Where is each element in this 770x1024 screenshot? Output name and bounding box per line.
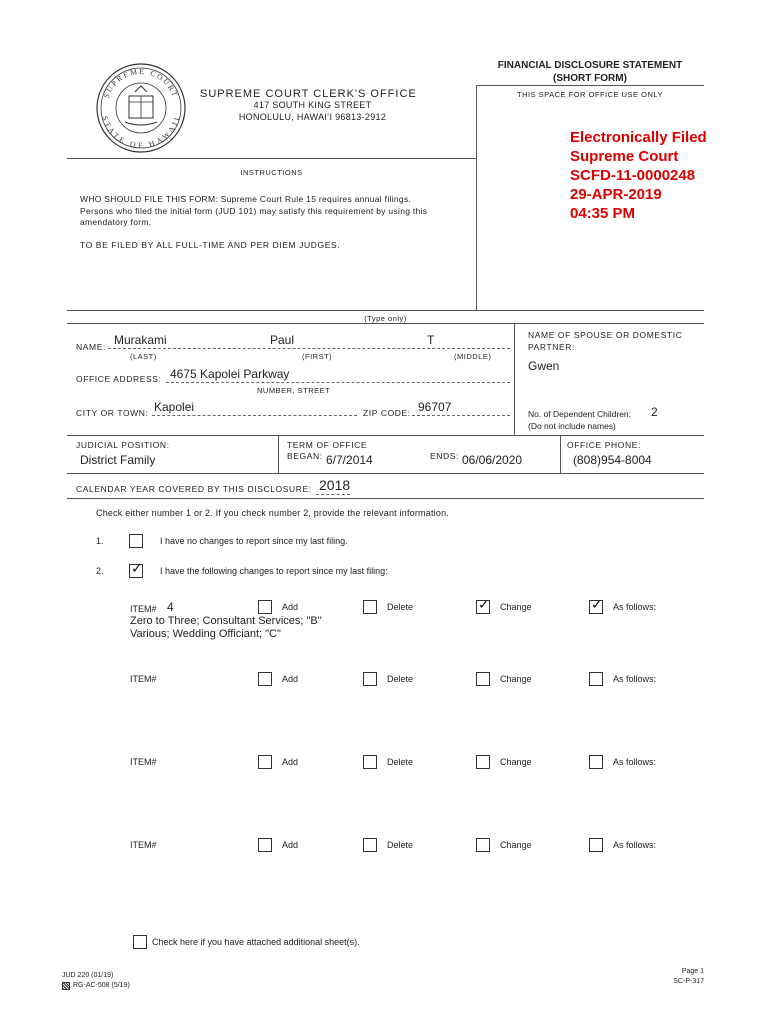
change-checkbox[interactable] xyxy=(476,838,490,852)
last-name-value[interactable]: Murakami xyxy=(114,333,167,347)
change-label: Change xyxy=(500,602,532,612)
ends-label: ENDS: xyxy=(430,451,459,461)
instructions-heading: INSTRUCTIONS xyxy=(240,168,303,177)
delete-checkbox[interactable] xyxy=(363,838,377,852)
spouse-label-2: PARTNER: xyxy=(528,342,575,352)
instructions-line-2: Persons who filed the initial form (JUD 101) may satisfy this requirement by using this xyxy=(80,205,428,216)
seal-bottom-text: STATE OF HAWAII xyxy=(100,114,182,150)
calendar-year-label: CALENDAR YEAR COVERED BY THIS DISCLOSURE: xyxy=(76,484,312,494)
item-number-label: ITEM# xyxy=(130,604,157,614)
city-label: CITY OR TOWN: xyxy=(76,408,149,418)
as-follows-checkbox[interactable] xyxy=(589,755,603,769)
first-name-label: (FIRST) xyxy=(302,352,333,361)
additional-sheets-checkbox[interactable] xyxy=(133,935,147,949)
office-address-value[interactable]: 4675 Kapolei Parkway xyxy=(170,367,290,381)
svg-text:STATE OF HAWAII xyxy=(100,115,181,150)
as-follows-checkbox[interactable] xyxy=(589,597,603,614)
add-label: Add xyxy=(282,674,299,684)
began-label: BEGAN: xyxy=(287,451,323,461)
form-code: SC-P-317 xyxy=(673,978,704,985)
item-description-line-2[interactable]: Various; Wedding Officiant; "C" xyxy=(130,628,281,640)
office-phone-label: OFFICE PHONE: xyxy=(567,440,641,450)
began-date[interactable]: 6/7/2014 xyxy=(326,453,373,467)
rg-code: RG-AC-508 (5/19) xyxy=(73,982,130,989)
dependents-note: (Do not include names) xyxy=(528,421,616,431)
item-number-value[interactable]: 4 xyxy=(167,600,174,614)
change-checkbox[interactable] xyxy=(476,597,490,614)
year-suffix: 18 xyxy=(334,477,351,493)
term-label: TERM OF OFFICE xyxy=(287,440,368,450)
add-checkbox[interactable] xyxy=(258,672,272,686)
last-name-label: (LAST) xyxy=(130,352,157,361)
spouse-label-1: NAME OF SPOUSE OR DOMESTIC xyxy=(528,330,683,340)
item-description-line-1[interactable]: Zero to Three; Consultant Services; "B" xyxy=(130,615,322,627)
zip-label: ZIP CODE: xyxy=(363,408,411,418)
dependents-label: No. of Dependent Children: xyxy=(528,409,632,419)
judicial-position-value[interactable]: District Family xyxy=(80,453,156,467)
form-title: FINANCIAL DISCLOSURE STATEMENT xyxy=(497,60,683,71)
instructions-filers: TO BE FILED BY ALL FULL-TIME AND PER DIEM JUDGES. xyxy=(80,240,341,250)
change-label: Change xyxy=(500,674,532,684)
form-subtitle: (SHORT FORM) xyxy=(553,73,627,84)
barcode-icon xyxy=(62,982,70,990)
ends-date[interactable]: 06/06/2020 xyxy=(462,453,523,467)
clerk-office-name: SUPREME COURT CLERK'S OFFICE xyxy=(200,88,417,100)
middle-name-label: (MIDDLE) xyxy=(454,352,492,361)
name-label: NAME: xyxy=(76,342,106,352)
add-label: Add xyxy=(282,757,299,767)
page-number: Page 1 xyxy=(681,968,704,975)
option-2-checkbox[interactable] xyxy=(129,561,143,578)
seal-top-text: SUPREME COURT xyxy=(101,66,181,100)
additional-sheets-text: Check here if you have attached additional sheet(s). xyxy=(152,937,360,947)
item-number-label: ITEM# xyxy=(130,674,157,684)
add-label: Add xyxy=(282,602,299,612)
delete-label: Delete xyxy=(387,757,414,767)
year-prefix: 20 xyxy=(319,477,335,493)
add-checkbox[interactable] xyxy=(258,600,272,614)
calendar-year-value[interactable] xyxy=(319,477,350,493)
instructions-body xyxy=(80,194,427,229)
address-sub-label: NUMBER, STREET xyxy=(257,386,331,395)
as-follows-label: As follows: xyxy=(613,674,657,684)
as-follows-checkbox[interactable] xyxy=(589,672,603,686)
option-2-text: I have the following changes to report since my last filing: xyxy=(160,566,388,576)
change-label: Change xyxy=(500,840,532,850)
first-name-value[interactable]: Paul xyxy=(270,333,295,347)
delete-label: Delete xyxy=(387,674,414,684)
option-1-text: I have no changes to report since my last filing. xyxy=(160,536,348,546)
change-checkbox[interactable] xyxy=(476,755,490,769)
instructions-line-3: amendatory form. xyxy=(80,217,152,227)
stamp-time: 04:35 PM xyxy=(570,205,636,222)
dependents-value[interactable]: 2 xyxy=(651,405,658,419)
add-checkbox[interactable] xyxy=(258,755,272,769)
delete-checkbox[interactable] xyxy=(363,672,377,686)
supreme-court-seal xyxy=(95,62,187,154)
form-number: JUD 220 (01/19) xyxy=(62,972,114,979)
office-address-label: OFFICE ADDRESS: xyxy=(76,374,162,384)
electronic-filing-stamp xyxy=(570,128,707,223)
office-phone-value[interactable]: (808)954-8004 xyxy=(573,453,652,467)
item-number-label: ITEM# xyxy=(130,757,157,767)
judicial-position-label: JUDICIAL POSITION: xyxy=(76,440,170,450)
delete-label: Delete xyxy=(387,602,414,612)
as-follows-label: As follows: xyxy=(613,840,657,850)
stamp-date: 29-APR-2019 xyxy=(570,186,662,203)
office-use-label: THIS SPACE FOR OFFICE USE ONLY xyxy=(517,90,663,99)
zip-value[interactable]: 96707 xyxy=(418,400,452,414)
item-number-label: ITEM# xyxy=(130,840,157,850)
delete-checkbox[interactable] xyxy=(363,755,377,769)
middle-name-value[interactable]: T xyxy=(427,333,435,347)
change-checkbox[interactable] xyxy=(476,672,490,686)
add-checkbox[interactable] xyxy=(258,838,272,852)
type-only-note: (Type only) xyxy=(364,314,407,323)
as-follows-checkmark: ✓ xyxy=(591,597,603,613)
instructions-line-1: WHO SHOULD FILE THIS FORM: Supreme Court Rule 15 requires annual filings. xyxy=(80,194,412,204)
option-1-checkbox[interactable] xyxy=(129,534,143,548)
option-2-checkmark: ✓ xyxy=(131,561,143,577)
stamp-line-2: Supreme Court xyxy=(570,148,679,165)
stamp-case-number: SCFD-11-0000248 xyxy=(570,167,696,184)
as-follows-checkbox[interactable] xyxy=(589,838,603,852)
change-checkmark: ✓ xyxy=(478,597,490,613)
city-value[interactable]: Kapolei xyxy=(154,400,195,414)
change-label: Change xyxy=(500,757,532,767)
check-instruction: Check either number 1 or 2. If you check number 2, provide the relevant information. xyxy=(96,508,449,518)
delete-checkbox[interactable] xyxy=(363,600,377,614)
as-follows-label: As follows: xyxy=(613,602,657,612)
as-follows-label: As follows: xyxy=(613,757,657,767)
option-2-number: 2. xyxy=(96,566,104,576)
add-label: Add xyxy=(282,840,299,850)
spouse-name-value[interactable]: Gwen xyxy=(528,359,560,373)
stamp-line-1: Electronically Filed xyxy=(570,129,707,146)
office-city: HONOLULU, HAWAIʻI 96813-2912 xyxy=(238,112,387,122)
delete-label: Delete xyxy=(387,840,414,850)
office-street: 417 SOUTH KING STREET xyxy=(253,100,372,110)
option-1-number: 1. xyxy=(96,536,104,546)
